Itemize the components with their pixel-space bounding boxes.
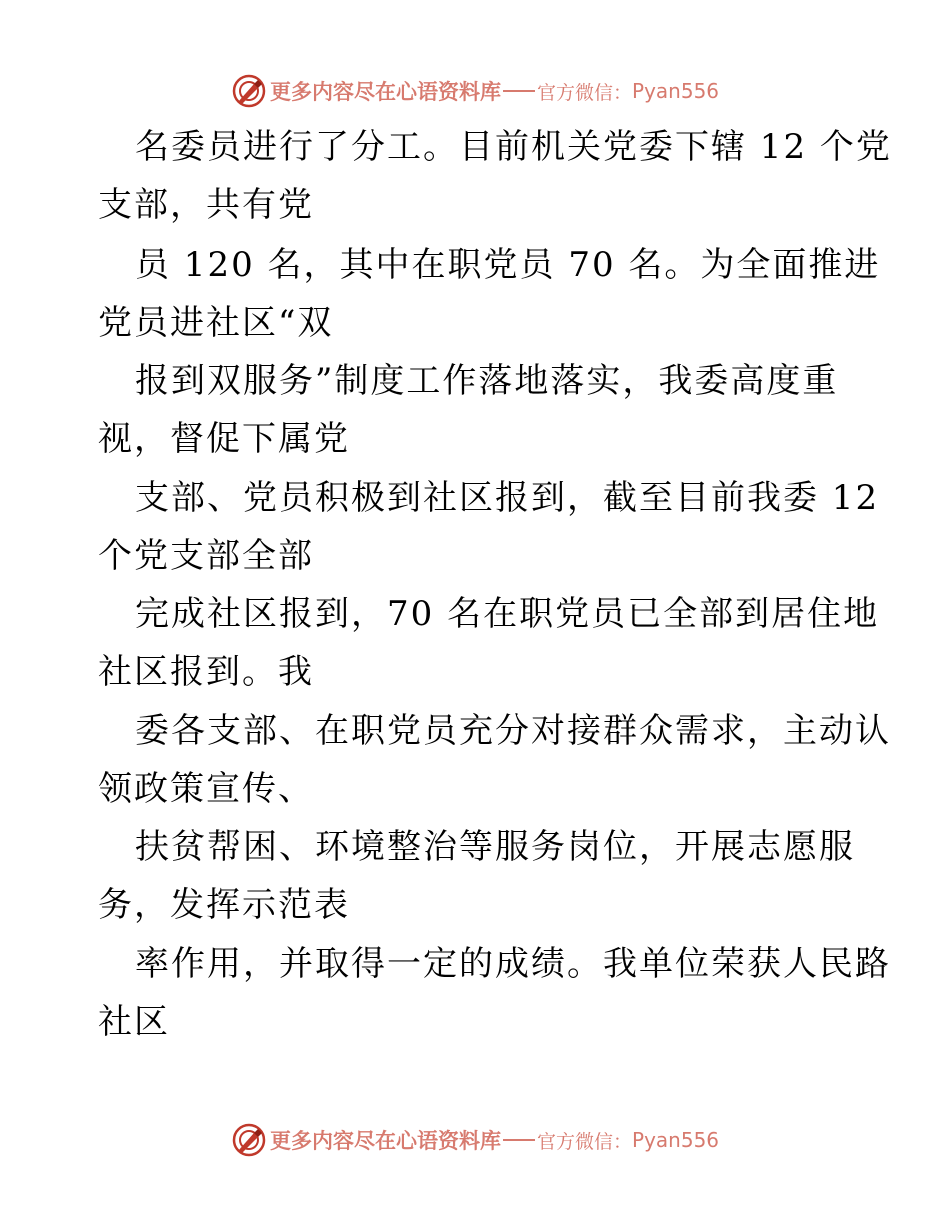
body-line: 支部、党员积极到社区报到，截至目前我委 12: [135, 478, 880, 518]
body-line: 名委员进行了分工。目前机关党委下辖 12 个党: [135, 127, 892, 167]
watermark-dash: [503, 1139, 535, 1141]
body-line: 员 120 名，其中在职党员 70 名。为全面推进: [135, 245, 881, 285]
footer-watermark: [232, 1121, 719, 1159]
body-line: 个党支部全部: [98, 536, 314, 576]
watermark-id-text: Pyan556: [632, 79, 720, 103]
body-line: 支部，共有党: [98, 185, 314, 225]
body-line: 社区: [98, 1002, 170, 1042]
watermark-dash: [503, 90, 535, 92]
body-line: 视，督促下属党: [98, 419, 350, 459]
watermark-id-text: Pyan556: [632, 1128, 720, 1152]
body-line: 报到双服务”制度工作落地落实，我委高度重: [135, 361, 839, 401]
body-line: 率作用，并取得一定的成绩。我单位荣获人民路: [135, 944, 891, 984]
watermark-main-text: 更多内容尽在心语资料库: [270, 79, 501, 104]
watermark-main-text: 更多内容尽在心语资料库: [270, 1128, 501, 1153]
body-line: 领政策宣传、: [98, 769, 314, 809]
body-line: 完成社区报到，70 名在职党员已全部到居住地: [135, 594, 880, 634]
watermark-sub-text: 官方微信：: [537, 81, 633, 104]
body-line: 扶贫帮困、环境整治等服务岗位，开展志愿服: [135, 827, 855, 867]
body-line: 党员进社区“双: [98, 303, 334, 343]
body-line: 务，发挥示范表: [98, 885, 350, 925]
body-line: 委各支部、在职党员充分对接群众需求，主动认: [135, 711, 891, 751]
pen-logo-icon: [232, 74, 266, 108]
watermark-sub-text: 官方微信：: [537, 1130, 633, 1153]
body-line: 社区报到。我: [98, 652, 314, 692]
pen-logo-icon: [232, 1123, 266, 1157]
header-watermark: [232, 72, 719, 110]
